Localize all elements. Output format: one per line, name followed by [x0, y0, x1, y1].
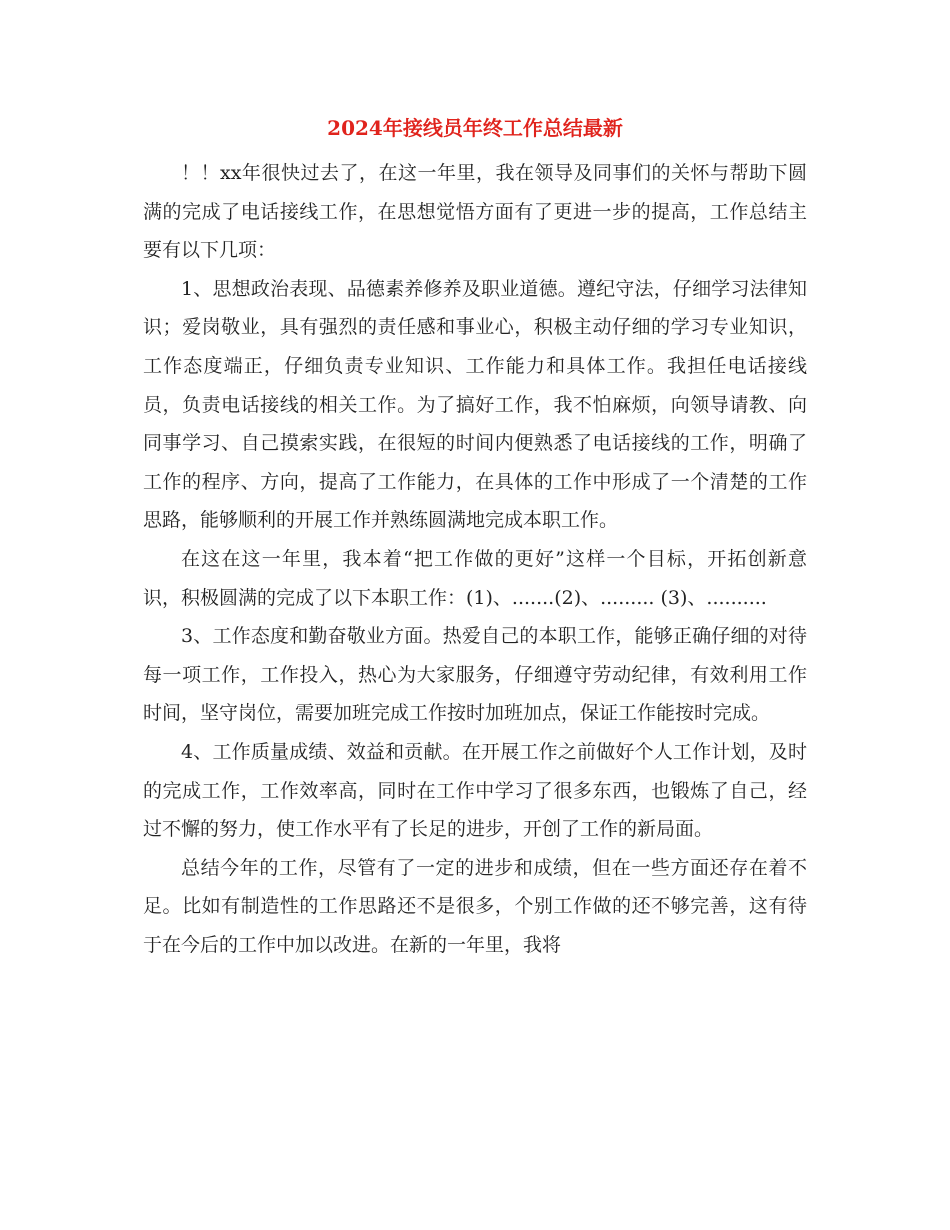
paragraph-intro: ！！xx年很快过去了，在这一年里，我在领导及同事们的关怀与帮助下圆满的完成了电话接线工作，在思想觉悟方面有了更进一步的提高，工作总结主要有以下几项：	[143, 162, 807, 262]
paragraph-item-2: 在这在这一年里，我本着“把工作做的更好”这样一个目标，开拓创新意识，积极圆满的完成了以下本职工作：(1)、.......(2)、......... (3)、..........	[143, 547, 807, 609]
document-title: 2024年接线员年终工作总结最新	[327, 116, 623, 140]
paragraph-summary: 总结今年的工作，尽管有了一定的进步和成绩，但在一些方面还存在着不足。比如有制造性的工作思路还不是很多，个别工作做的还不够完善，这有待于在今后的工作中加以改进。在新的一年里，我将	[143, 856, 807, 956]
document-body	[143, 154, 807, 964]
paragraph-item-4: 4、工作质量成绩、效益和贡献。在开展工作之前做好个人工作计划，及时的完成工作，工作效率高，同时在工作中学习了很多东西，也锻炼了自己，经过不懈的努力，使工作水平有了长足的进步，开创了工作的新局面。	[143, 740, 807, 841]
paragraph-item-1: 1、思想政治表现、品德素养修养及职业道德。遵纪守法，仔细学习法律知识；爱岗敬业，具有强烈的责任感和事业心，积极主动仔细的学习专业知识，工作态度端正，仔细负责专业知识、工作能力和具体工作。我担任电话接线员，负责电话接线的相关工作。为了搞好工作，我不怕麻烦，向领导请教、向同事学习、自己摸索实践，在很短的时间内便熟悉了电话接线的工作，明确了工作的程序、方向，提高了工作能力，在具体的工作中形成了一个清楚的工作思路，能够顺利的开展工作并熟练圆满地完成本职工作。	[143, 277, 807, 532]
paragraph-item-3: 3、工作态度和勤奋敬业方面。热爱自己的本职工作，能够正确仔细的对待每一项工作，工作投入，热心为大家服务，仔细遵守劳动纪律，有效利用工作时间，坚守岗位，需要加班完成工作按时加班加点，保证工作能按时完成。	[143, 625, 807, 725]
